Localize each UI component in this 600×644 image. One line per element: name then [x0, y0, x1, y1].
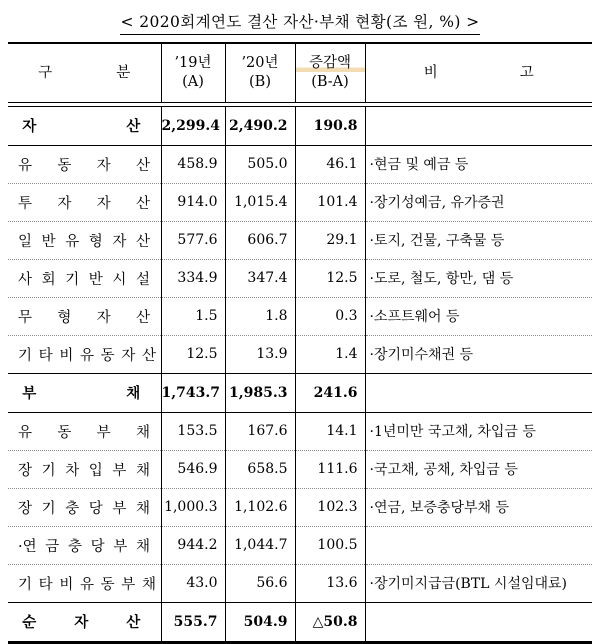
- row-value-year-b: 167.6: [225, 412, 295, 450]
- row-note-cell: [365, 373, 592, 412]
- row-value-year-a: 914.0: [161, 183, 225, 221]
- row-label-text: [18, 497, 150, 518]
- label-char: 형: [88, 233, 103, 250]
- table-row: [8, 526, 592, 564]
- row-label-text: [22, 115, 140, 136]
- label-char: 입: [88, 462, 103, 479]
- label-char: 자: [96, 195, 111, 212]
- row-note-cell: ·현금 및 예금 등: [365, 145, 592, 183]
- row-value-year-b: 1,102.6: [225, 488, 295, 526]
- page-title: < 2020회계연도 결산 자산·부채 현황(조 원, %) >: [120, 10, 479, 35]
- label-char: 기: [18, 576, 33, 593]
- row-label-text: [18, 573, 156, 594]
- label-char: 자: [121, 347, 136, 364]
- label-char: 충: [67, 538, 82, 555]
- label-char: 채: [135, 500, 150, 517]
- row-value-year-b: 1.8: [225, 297, 295, 335]
- row-label-cell: [8, 221, 161, 259]
- header-cell-delta: [295, 44, 365, 103]
- row-note-cell: ·소프트웨어 등: [365, 297, 592, 335]
- row-label-cell: [8, 602, 161, 641]
- label-char: 자: [112, 233, 127, 250]
- row-note-cell: ·연금, 보증충당부채 등: [365, 488, 592, 526]
- label-char: 유: [18, 424, 33, 441]
- row-value-delta: 29.1: [295, 221, 365, 259]
- table-row: [8, 297, 592, 335]
- label-char: 사: [18, 271, 33, 288]
- label-char: 산: [135, 195, 150, 212]
- row-label-cell: [8, 106, 161, 145]
- header-char: 구: [38, 64, 53, 81]
- row-value-delta: 190.8: [295, 106, 365, 145]
- row-value-delta: 111.6: [295, 450, 365, 488]
- label-char: 산: [126, 614, 141, 631]
- label-char: 채: [126, 385, 141, 402]
- label-char: 유: [79, 576, 94, 593]
- label-char: 동: [57, 157, 72, 174]
- row-label-cell: [8, 335, 161, 373]
- financial-table-frame: [8, 42, 592, 644]
- header-delta-sub: (B-A): [311, 74, 349, 90]
- label-char: 타: [38, 347, 53, 364]
- row-value-year-a: 153.5: [161, 412, 225, 450]
- header-cell-year-b: [225, 44, 295, 103]
- row-value-year-b: 504.9: [225, 602, 295, 641]
- row-value-year-a: 334.9: [161, 259, 225, 297]
- row-label-text: [22, 611, 140, 632]
- label-char: 당: [90, 538, 105, 555]
- label-char: 금: [45, 538, 60, 555]
- row-label-cell: [8, 183, 161, 221]
- row-note-cell: ·토지, 건물, 구축물 등: [365, 221, 592, 259]
- row-value-year-a: 1.5: [161, 297, 225, 335]
- table-row: [8, 488, 592, 526]
- row-label-text: [18, 154, 150, 175]
- financial-table: [8, 44, 592, 642]
- row-label-cell: [8, 450, 161, 488]
- label-char: 투: [18, 195, 33, 212]
- label-char: 일: [18, 233, 33, 250]
- label-char: 자: [22, 118, 37, 135]
- label-char: 자: [96, 309, 111, 326]
- row-label-text: [18, 192, 150, 213]
- label-char: 자: [57, 195, 72, 212]
- row-value-year-b: 1,015.4: [225, 183, 295, 221]
- label-char: 무: [18, 309, 33, 326]
- header-cell-label: [8, 44, 161, 103]
- header-note-text: [424, 64, 534, 82]
- header-year-b-main: ’20년: [241, 55, 279, 72]
- row-note-cell: [365, 526, 592, 564]
- row-value-delta: △50.8: [295, 602, 365, 641]
- label-char: 부: [96, 424, 111, 441]
- header-cell-year-a: [161, 44, 225, 103]
- label-char: 유: [65, 233, 80, 250]
- table-row: [8, 335, 592, 373]
- label-char: 타: [38, 576, 53, 593]
- row-value-delta: 46.1: [295, 145, 365, 183]
- row-label-text: [18, 344, 156, 365]
- row-value-year-b: 56.6: [225, 564, 295, 602]
- row-value-delta: 101.4: [295, 183, 365, 221]
- label-char: 채: [141, 576, 156, 593]
- label-char: 반: [41, 233, 56, 250]
- row-value-delta: 13.6: [295, 564, 365, 602]
- label-char: 부: [22, 385, 37, 402]
- row-value-year-b: 658.5: [225, 450, 295, 488]
- label-char: 장: [18, 500, 33, 517]
- label-char: 유: [18, 157, 33, 174]
- label-char: 반: [88, 271, 103, 288]
- row-label-text: [18, 268, 150, 289]
- row-value-year-a: 2,299.4: [161, 106, 225, 145]
- row-value-year-a: 1,743.7: [161, 373, 225, 412]
- header-year-b-sub: (B): [249, 74, 271, 90]
- row-value-delta: 102.3: [295, 488, 365, 526]
- label-char: 충: [65, 500, 80, 517]
- label-char: 부: [112, 462, 127, 479]
- table-row: [8, 145, 592, 183]
- row-label-text: [22, 382, 140, 403]
- label-char: 시: [112, 271, 127, 288]
- label-char: 부: [112, 500, 127, 517]
- table-row: [8, 412, 592, 450]
- row-note-cell: ·국고채, 공채, 차입금 등: [365, 450, 592, 488]
- row-label-cell: [8, 564, 161, 602]
- table-row: [8, 602, 592, 641]
- row-label-cell: [8, 526, 161, 564]
- label-char: 순: [22, 614, 37, 631]
- label-char: 차: [65, 462, 80, 479]
- row-value-year-b: 347.4: [225, 259, 295, 297]
- label-char: 채: [135, 538, 150, 555]
- header-char: 분: [116, 64, 131, 81]
- label-char: 부: [113, 538, 128, 555]
- label-char: 자: [74, 614, 89, 631]
- label-char: 기: [41, 500, 56, 517]
- table-row: [8, 259, 592, 297]
- row-value-delta: 12.5: [295, 259, 365, 297]
- row-value-delta: 14.1: [295, 412, 365, 450]
- row-label-cell: [8, 373, 161, 412]
- row-value-year-b: 1,044.7: [225, 526, 295, 564]
- title-container: [0, 0, 600, 34]
- row-value-year-a: 546.9: [161, 450, 225, 488]
- row-note-cell: ·도로, 철도, 항만, 댐 등: [365, 259, 592, 297]
- row-note-cell: ·1년미만 국고채, 차입금 등: [365, 412, 592, 450]
- label-char: 산: [126, 118, 141, 135]
- row-value-delta: 100.5: [295, 526, 365, 564]
- label-char: 산: [135, 233, 150, 250]
- row-label-cell: [8, 297, 161, 335]
- row-value-year-a: 944.2: [161, 526, 225, 564]
- row-value-delta: 1.4: [295, 335, 365, 373]
- row-value-year-a: 555.7: [161, 602, 225, 641]
- label-char: 동: [57, 424, 72, 441]
- label-char: 기: [65, 271, 80, 288]
- row-note-cell: ·장기성예금, 유가증권: [365, 183, 592, 221]
- label-char: 자: [96, 157, 111, 174]
- row-label-text: [18, 459, 150, 480]
- row-label-text: [18, 421, 150, 442]
- label-char: 비: [59, 347, 74, 364]
- row-value-year-b: 505.0: [225, 145, 295, 183]
- table-row: [8, 183, 592, 221]
- row-label-cell: [8, 488, 161, 526]
- row-value-year-b: 1,985.3: [225, 373, 295, 412]
- header-char: 고: [519, 64, 534, 81]
- row-label-text: [18, 535, 150, 556]
- row-note-cell: ·장기미수채권 등: [369, 347, 474, 363]
- label-char: 장: [18, 462, 33, 479]
- table-row: [8, 373, 592, 412]
- label-char: 동: [100, 347, 115, 364]
- row-note-cell: [365, 106, 592, 145]
- row-value-year-a: 577.6: [161, 221, 225, 259]
- row-label-text: [18, 306, 150, 327]
- label-char: 부: [121, 576, 136, 593]
- row-label-cell: [8, 412, 161, 450]
- table-row: [8, 450, 592, 488]
- label-char: 당: [88, 500, 103, 517]
- label-char: 기: [41, 462, 56, 479]
- label-char: 기: [18, 347, 33, 364]
- row-value-delta: 0.3: [295, 297, 365, 335]
- label-char: 채: [135, 424, 150, 441]
- row-note-cell: ·장기미지급금(BTL 시설임대료): [369, 576, 568, 592]
- header-year-a-sub: (A): [182, 74, 204, 90]
- header-char: 비: [423, 64, 438, 81]
- row-value-year-a: 12.5: [161, 335, 225, 373]
- row-label-text: [18, 230, 150, 251]
- label-char: 산: [141, 347, 156, 364]
- label-char: 비: [59, 576, 74, 593]
- label-char: 형: [57, 309, 72, 326]
- label-char: 설: [135, 271, 150, 288]
- row-value-year-b: 2,490.2: [225, 106, 295, 145]
- row-value-year-b: 13.9: [225, 335, 295, 373]
- row-value-delta: 241.6: [295, 373, 365, 412]
- label-char: ·연: [18, 538, 37, 555]
- header-cell-note: [365, 44, 592, 103]
- row-label-cell: [8, 145, 161, 183]
- row-value-year-a: 458.9: [161, 145, 225, 183]
- label-char: 산: [135, 157, 150, 174]
- header-year-a-main: ’19년: [174, 55, 212, 72]
- table-row: [8, 106, 592, 145]
- label-char: 채: [135, 462, 150, 479]
- table-header-row: [8, 44, 592, 103]
- header-label-text: [38, 64, 130, 82]
- table-row: [8, 564, 592, 602]
- header-delta-main: 증감액: [296, 54, 365, 73]
- label-char: 동: [100, 576, 115, 593]
- label-char: 산: [135, 309, 150, 326]
- row-value-year-a: 43.0: [161, 564, 225, 602]
- table-row: [8, 221, 592, 259]
- row-value-year-a: 1,000.3: [161, 488, 225, 526]
- row-value-year-b: 606.7: [225, 221, 295, 259]
- label-char: 회: [41, 271, 56, 288]
- row-note-cell: [365, 602, 592, 641]
- label-char: 유: [79, 347, 94, 364]
- row-label-cell: [8, 259, 161, 297]
